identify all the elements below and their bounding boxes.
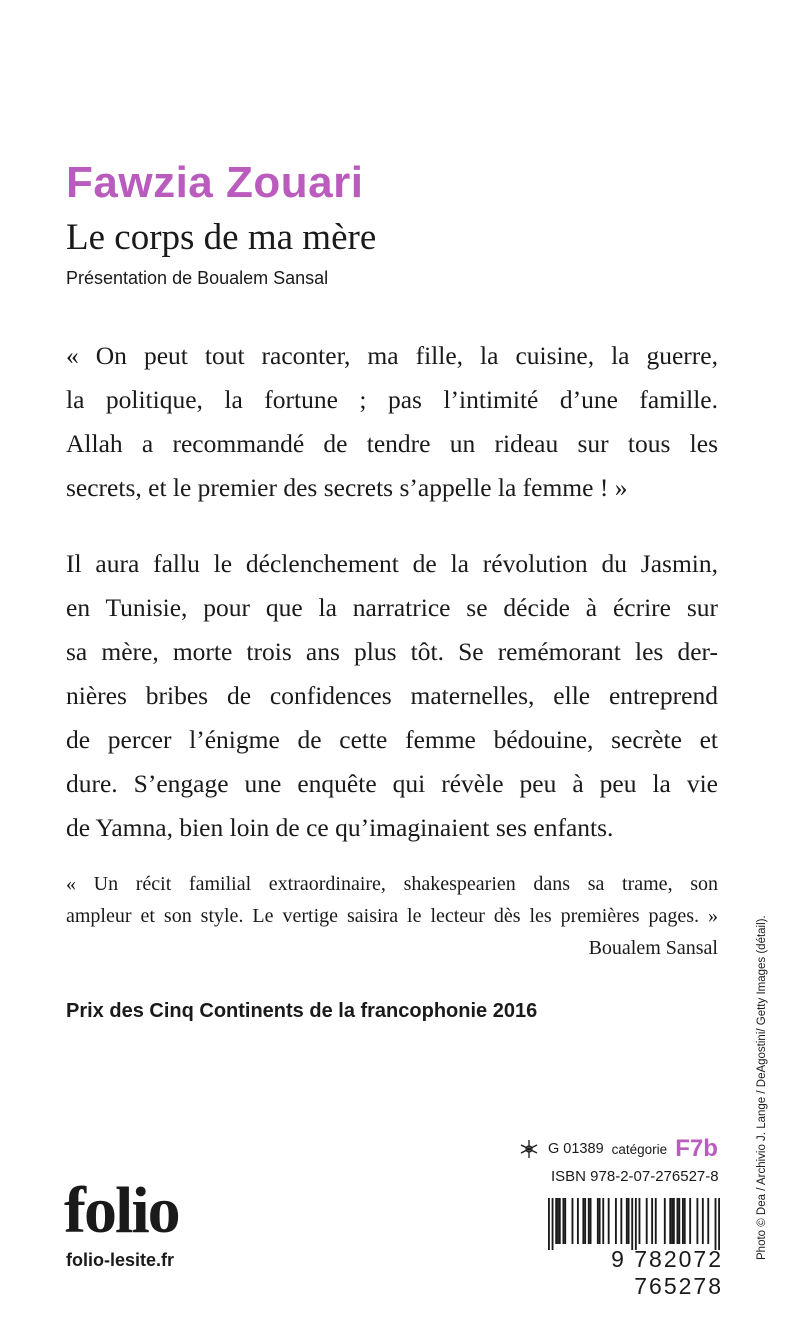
category-label: catégorie: [611, 1141, 668, 1157]
barcode-bar: [577, 1198, 579, 1244]
presenter-line: Présentation de Boualem Sansal: [66, 268, 329, 288]
barcode-digits: 9 782072 765278: [611, 1246, 723, 1299]
barcode-bar: [588, 1198, 590, 1244]
publisher-site-link[interactable]: folio-lesite.fr: [66, 1250, 175, 1270]
barcode-bar: [671, 1198, 673, 1244]
review-signature: Boualem Sansal: [588, 937, 718, 959]
barcode-bar: [696, 1198, 698, 1244]
barcode-bar: [702, 1198, 704, 1244]
barcode-bar: [584, 1198, 586, 1244]
barcode-bar: [608, 1198, 610, 1244]
barcode-bar: [682, 1198, 684, 1244]
quote-line: « On peut tout raconter, ma fille, la cuisine, la guerre,: [66, 341, 718, 370]
barcode-bar: [655, 1198, 657, 1244]
review-line: ampleur et son style. Le vertige saisira le lecteur dès les premières pages. »: [66, 905, 718, 927]
summary-paragraph: [66, 542, 718, 850]
barcode-bar: [628, 1198, 630, 1244]
barcode-bar: [635, 1198, 637, 1250]
barcode-bar: [562, 1198, 564, 1244]
barcode-bar: [597, 1198, 599, 1244]
barcode-bar: [590, 1198, 592, 1244]
barcode-bar: [639, 1198, 641, 1244]
barcode-bar: [626, 1198, 628, 1244]
barcode-bar: [646, 1198, 648, 1244]
prize-line: Prix des Cinq Continents de la francophonie 2016: [66, 1000, 538, 1022]
author-name: Fawzia Zouari: [66, 158, 364, 207]
barcode-bar: [651, 1198, 653, 1244]
folio-logo: folio: [64, 1174, 179, 1247]
g-code: G 01389: [548, 1141, 604, 1157]
quote-line: secrets, et le premier des secrets s’appelle la femme ! »: [66, 473, 628, 502]
barcode-bar: [572, 1198, 574, 1244]
summary-line: dure. S’engage une enquête qui révèle peu à peu la vie: [66, 769, 718, 798]
book-title: Le corps de ma mère: [66, 217, 377, 258]
barcode-bar: [599, 1198, 601, 1244]
barcode-bar: [559, 1198, 561, 1244]
barcode-bar: [669, 1198, 671, 1244]
catalog-code-line: [518, 1134, 720, 1164]
barcode-bar: [602, 1198, 604, 1244]
folio-star-glyph-icon: [518, 1138, 540, 1160]
barcode-bar: [689, 1198, 691, 1244]
barcode-bar: [718, 1198, 720, 1250]
barcode-bar: [552, 1198, 554, 1250]
summary-line: de Yamna, bien loin de ce qu’imaginaient ses enfants.: [66, 813, 614, 842]
isbn: ISBN 978-2-07-276527-8: [551, 1168, 719, 1185]
barcode-bar: [678, 1198, 680, 1244]
category-code: F7b: [675, 1135, 718, 1162]
quote-line: la politique, la fortune ; pas l’intimité d’une famille.: [66, 385, 718, 414]
review-line: « Un récit familial extraordinaire, shakespearien dans sa trame, son: [66, 873, 718, 895]
barcode-bar: [582, 1198, 584, 1244]
barcode-bar: [548, 1198, 550, 1250]
barcode-bar: [707, 1198, 709, 1244]
barcode-bar: [715, 1198, 717, 1250]
barcode-bar: [620, 1198, 622, 1244]
review-quote: [66, 868, 718, 964]
summary-line: Il aura fallu le déclenchement de la révolution du Jasmin,: [66, 549, 718, 578]
barcode-bar: [677, 1198, 679, 1244]
quote-line: Allah a recommandé de tendre un rideau sur tous les: [66, 429, 718, 458]
opening-quote: [66, 334, 718, 510]
barcode-bar: [555, 1198, 557, 1244]
barcode-bar: [664, 1198, 666, 1244]
summary-line: de percer l’énigme de cette femme bédouine, secrète et: [66, 725, 718, 754]
barcode-bar: [615, 1198, 617, 1244]
barcode-bar: [631, 1198, 633, 1250]
barcode: [548, 1198, 720, 1250]
summary-line: nières bribes de confidences maternelles, elle entreprend: [66, 681, 718, 710]
barcode-bar: [557, 1198, 559, 1244]
barcode-bar: [673, 1198, 675, 1244]
summary-line: en Tunisie, pour que la narratrice se décide à écrire sur: [66, 593, 718, 622]
summary-line: sa mère, morte trois ans plus tôt. Se remémorant les der-: [66, 637, 718, 666]
barcode-bar: [564, 1198, 566, 1244]
barcode-bar: [684, 1198, 686, 1244]
photo-credit: Photo © Dea / Archivio J. Lange / DeAgostini/ Getty Images (détail).: [756, 915, 768, 1260]
